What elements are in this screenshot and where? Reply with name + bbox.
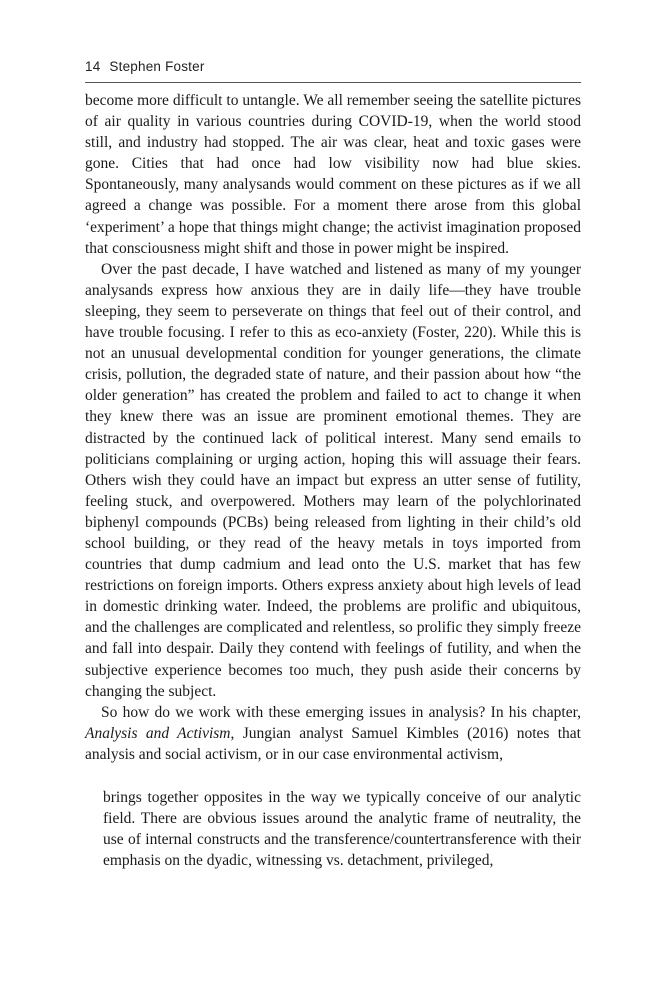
chapter-title-italic: Analysis and Activism (85, 724, 231, 742)
paragraph-3-text-start: So how do we work with these emerging issues in analysis? In his chapter, (101, 703, 581, 721)
running-head (85, 59, 205, 74)
page-number: 14 (85, 59, 101, 74)
header-rule (85, 82, 581, 83)
paragraph-2: Over the past decade, I have watched and listened as many of my younger analysands express how anxious they are in daily life—they have trouble sleeping, they seem to perseverate on things that feel out of their control, and have trouble focusing. I refer to this as eco-anxiety (Foster, 220). While this is not an unusual developmental condition for younger generations, the climate crisis, pollution, the degraded state of nature, and their passion about how “the older generation” has created the problem and failed to act to change it when they knew there was an issue are prominent emotional themes. They are distracted by the continued lack of political interest. Many send emails to politicians complaining or urging action, hoping this will assuage their fears. Others wish they could have an impact but express an utter sense of futility, feeling stuck, and overpowered. Mothers may learn of the polychlorinated biphenyl compounds (PCBs) being released from lighting in their child’s old school building, or they read of the heavy metals in toys imported from countries that dump cadmium and lead onto the U.S. market that has few restrictions on foreign imports. Others express anxiety about high levels of lead in domestic drinking water. Indeed, the problems are prolific and ubiquitous, and the challenges are complicated and relentless, so prolific they simply freeze and fall into despair. Daily they contend with feelings of futility, and when the subjective experience becomes too much, they push aside their concerns by changing the subject. (85, 260, 581, 700)
paragraph-3-text-end: , Jungian analyst Samuel Kimbles (2016) notes that analysis and social activism, or in our case environmental activism, (85, 724, 581, 763)
paragraph-1: become more difficult to untangle. We all remember seeing the satellite pictures of air quality in various countries during COVID-19, when the world stood still, and industry had stopped. The air was clear, heat and toxic gases were gone. Cities that had once had low visibility now had blue skies. Spontaneously, many analysands would comment on these pictures as if we all agreed a change was possible. For a moment there arose from this global ‘experiment’ a hope that things might change; the activist imagination proposed that consciousness might shift and those in power might be inspired. (85, 92, 581, 257)
body-text (85, 90, 581, 871)
block-quote: brings together opposites in the way we typically conceive of our analytic field. There are obvious issues around the analytic frame of neutrality, the use of internal constructs and the transference/countertransference with their emphasis on the dyadic, witnessing vs. detachment, privileged, (103, 789, 581, 870)
running-head-author: Stephen Foster (109, 59, 205, 74)
paragraph-3 (85, 702, 581, 765)
